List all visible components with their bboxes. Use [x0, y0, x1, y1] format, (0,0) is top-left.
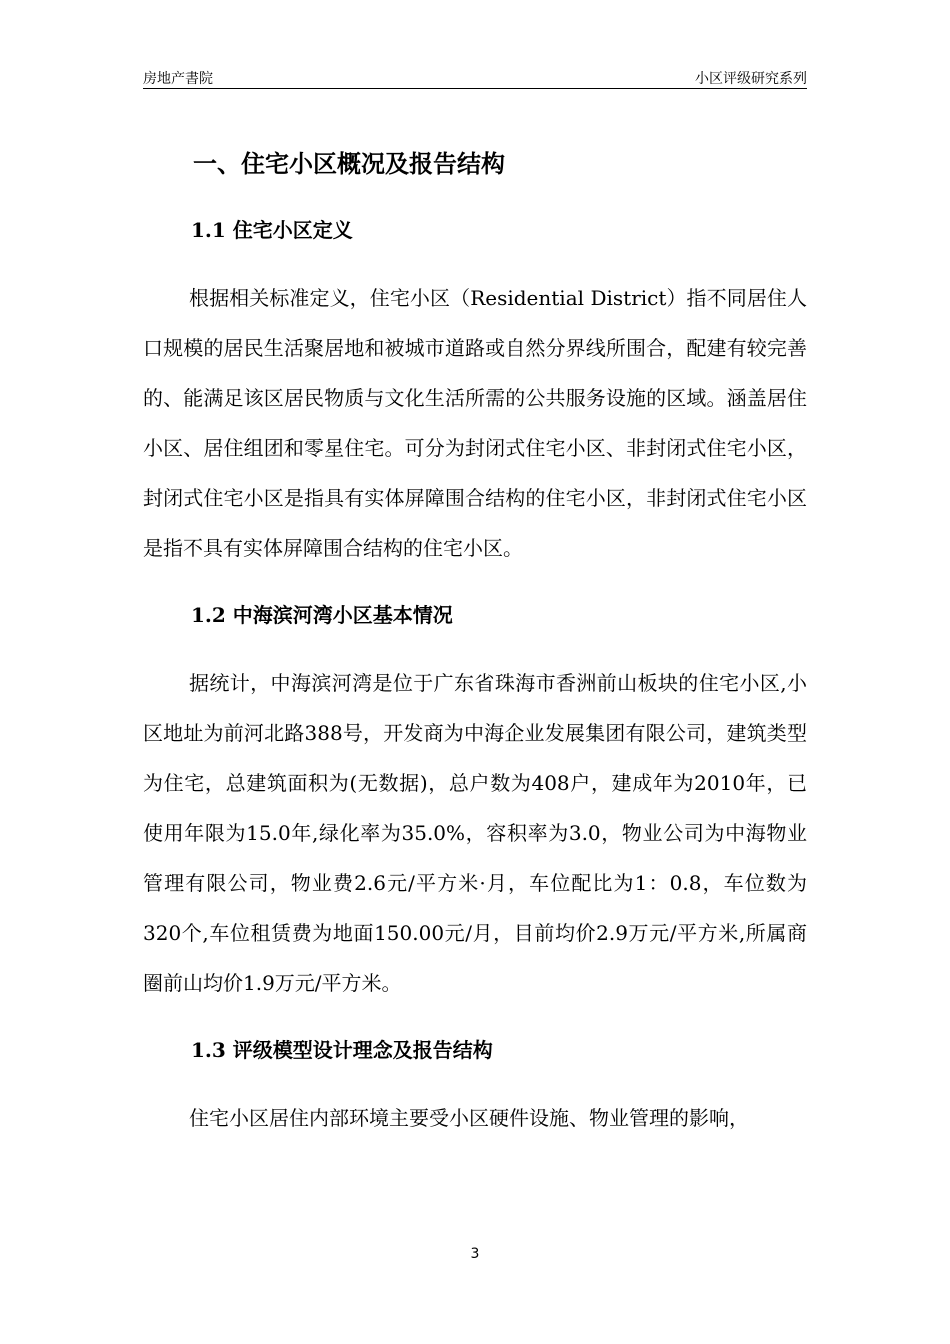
- paragraph-basic-info: 据统计，中海滨河湾是位于广东省珠海市香洲前山板块的住宅小区,小区地址为前河北路388号，开发商为中海企业发展集团有限公司，建筑类型为住宅，总建筑面积为(无数据)，总户数为408户，建成年为2010年，已使用年限为15.0年,绿化率为35.0%，容积率为3.0，物业公司为中海物业管理有限公司，物业费2.6元/平方米·月，车位配比为1：0.8，车位数为320个,车位租赁费为地面150.00元/月，目前均价2.9万元/平方米,所属商圈前山均价1.9万元/平方米。: [143, 671, 807, 995]
- header-publisher: 房地产書院: [143, 71, 213, 87]
- paragraph-model-design: 住宅小区居住内部环境主要受小区硬件设施、物业管理的影响，: [189, 1106, 749, 1130]
- header-series-title: 小区评级研究系列: [695, 71, 807, 87]
- section-title: 一、住宅小区概况及报告结构: [193, 149, 505, 178]
- subsection-title-1-1: 1.1 住宅小区定义: [191, 218, 353, 242]
- subsection-title-1-2: 1.2 中海滨河湾小区基本情况: [191, 603, 453, 627]
- page-number: 3: [470, 1246, 480, 1262]
- subsection-title-1-3: 1.3 评级模型设计理念及报告结构: [191, 1038, 493, 1062]
- document-body: [143, 140, 807, 1143]
- page-header: [143, 64, 807, 89]
- paragraph-definition: 根据相关标准定义，住宅小区（Residential District）指不同居住人口规模的居民生活聚居地和被城市道路或自然分界线所围合，配建有较完善的、能满足该区居民物质与文化生活所需的公共服务设施的区域。涵盖居住小区、居住组团和零星住宅。可分为封闭式住宅小区、非封闭式住宅小区，封闭式住宅小区是指具有实体屏障围合结构的住宅小区，非封闭式住宅小区是指不具有实体屏障围合结构的住宅小区。: [143, 286, 807, 560]
